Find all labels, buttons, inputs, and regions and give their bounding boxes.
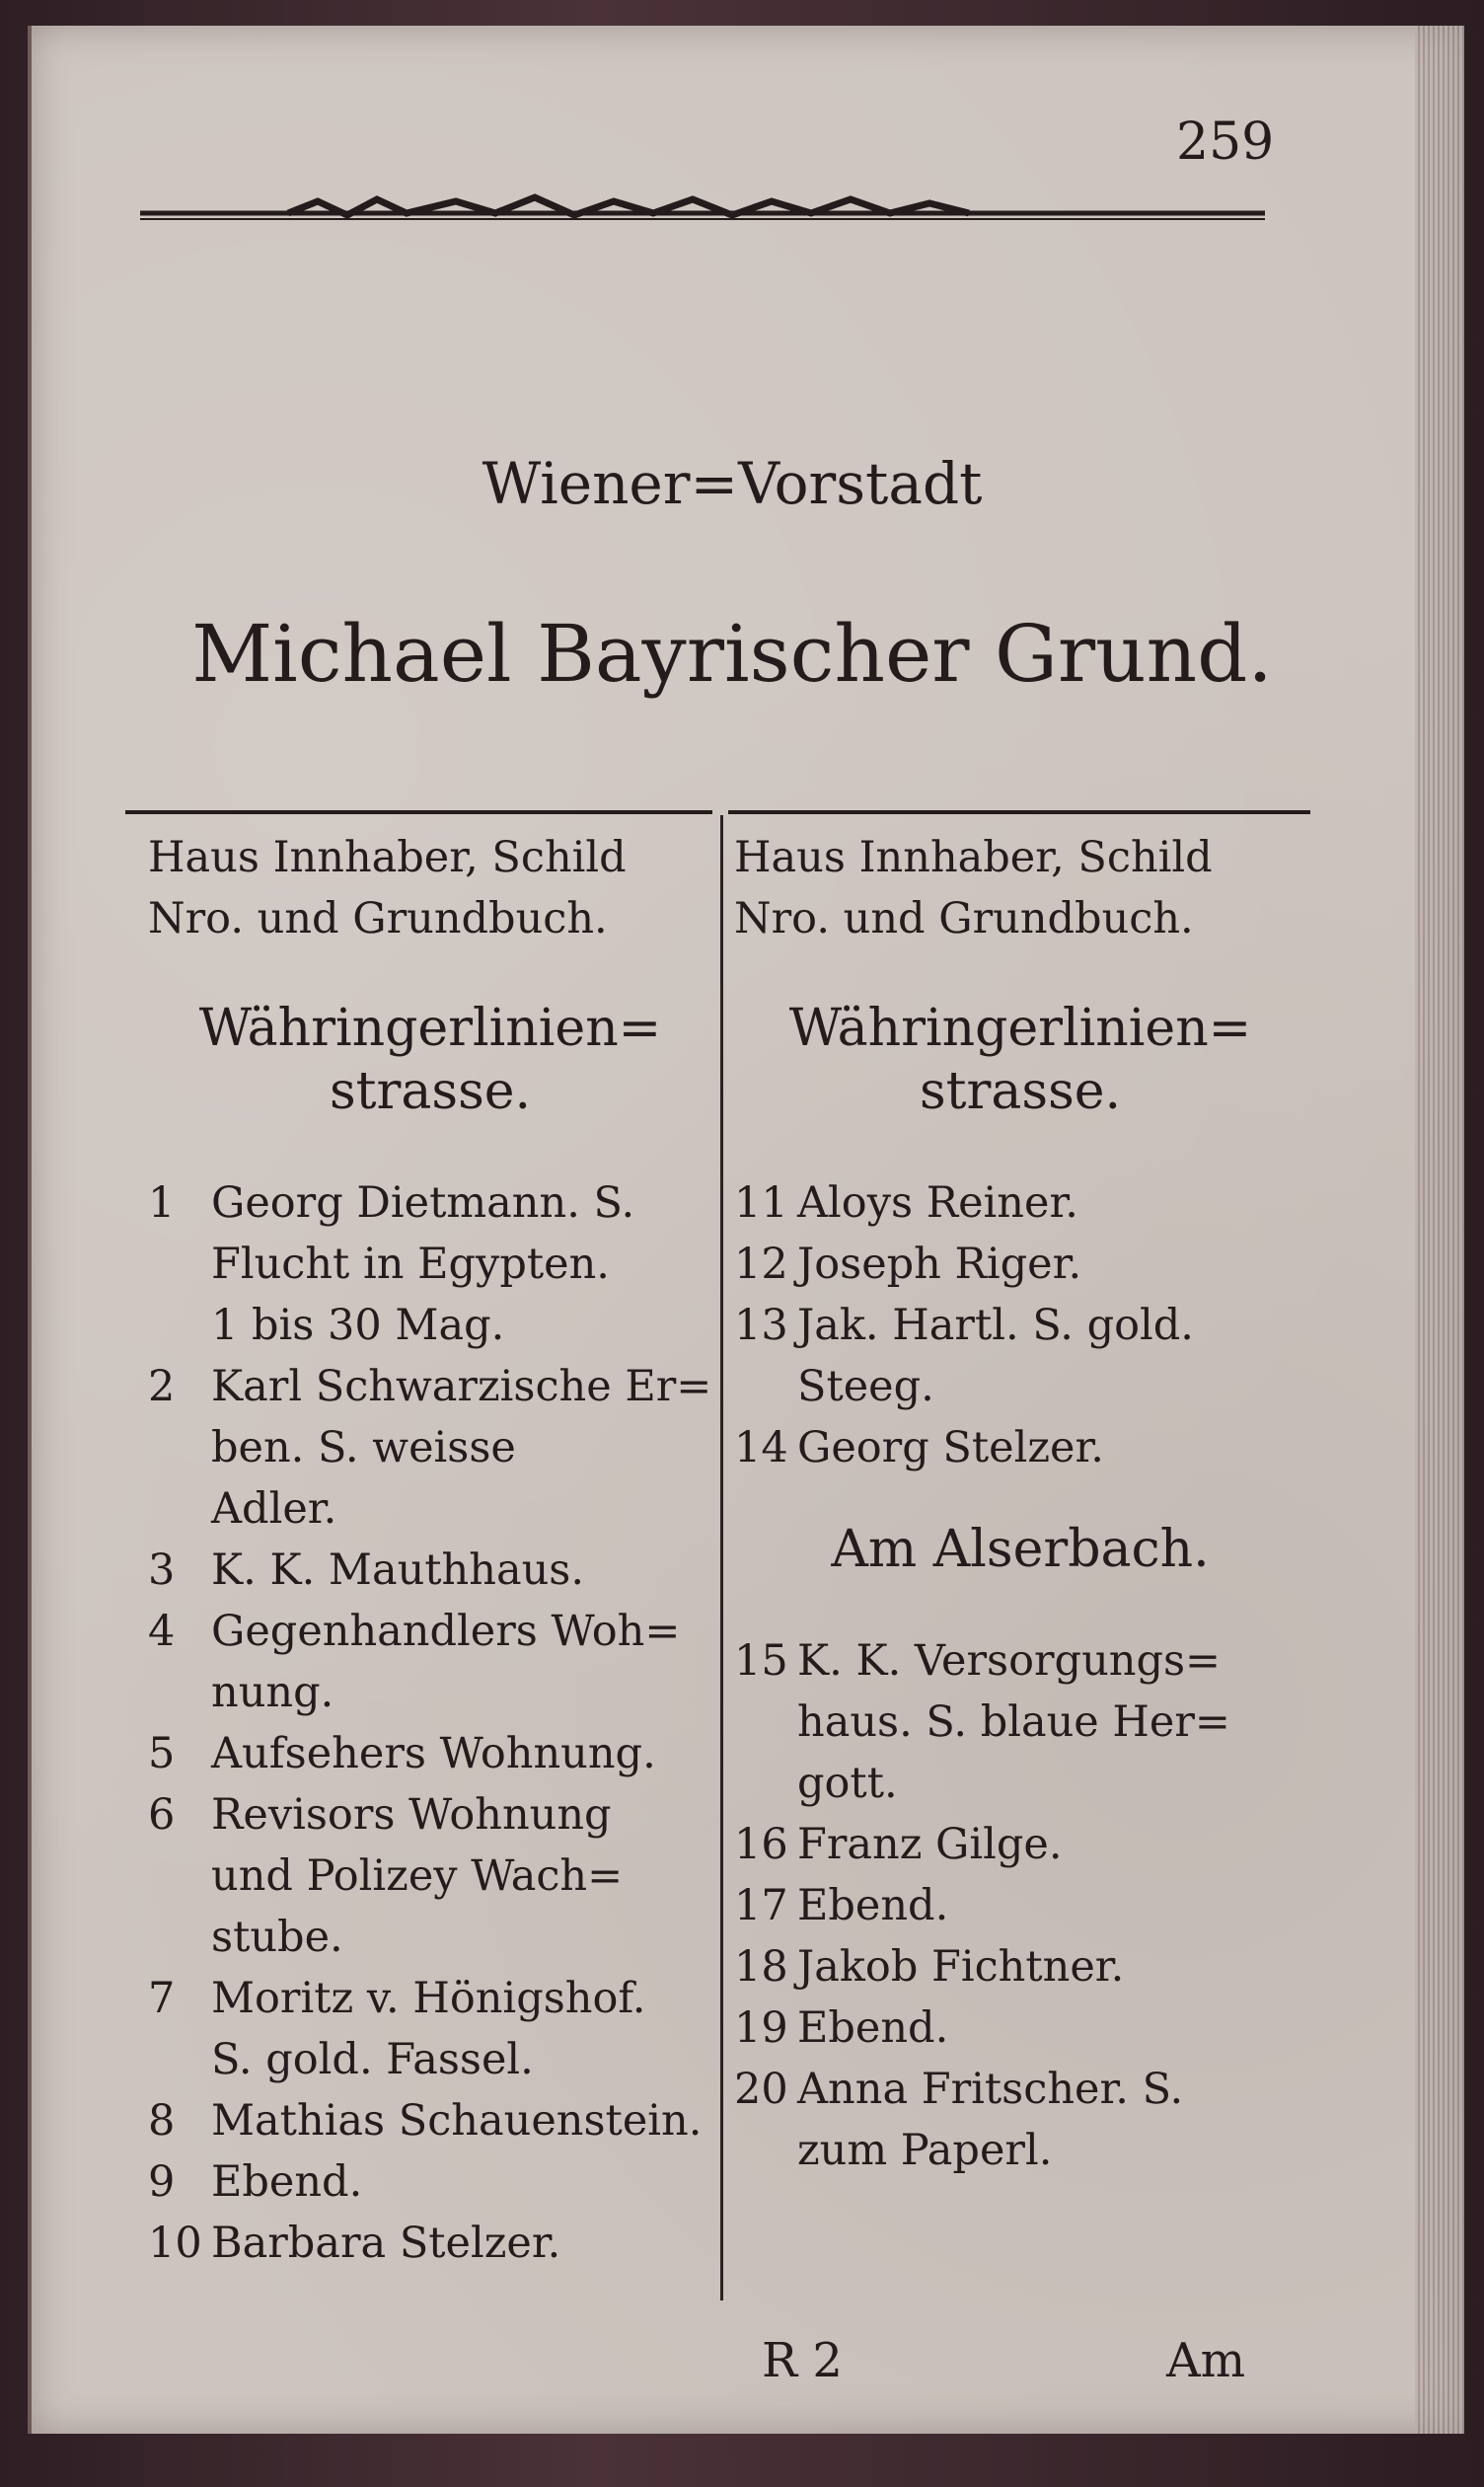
house-entry: Jakob Fichtner. bbox=[797, 1942, 1125, 1992]
list-item bbox=[148, 1968, 712, 2090]
list-item bbox=[148, 1601, 712, 1723]
house-number: 9 bbox=[148, 2157, 176, 2207]
list-item bbox=[734, 1417, 1306, 1478]
street-heading: Währingerlinien= strasse. bbox=[788, 999, 1252, 1121]
house-number: 19 bbox=[734, 2003, 788, 2053]
house-entry: Franz Gilge. bbox=[797, 1820, 1063, 1869]
list-item bbox=[734, 2059, 1306, 2181]
house-entry: Anna Fritscher. S. zum Paperl. bbox=[797, 2065, 1184, 2175]
column-header: Haus Innhaber, Schild Nro. und Grundbuch. bbox=[734, 833, 1213, 943]
street-heading: Am Alserbach. bbox=[831, 1520, 1210, 1579]
house-number: 14 bbox=[734, 1423, 788, 1472]
house-number: 20 bbox=[734, 2065, 788, 2114]
column-header: Haus Innhaber, Schild Nro. und Grundbuch. bbox=[148, 833, 627, 943]
house-entry: Ebend. bbox=[797, 2003, 949, 2053]
left-column bbox=[148, 827, 712, 2274]
house-entry: K. K. Mauthhaus. bbox=[211, 1545, 585, 1595]
house-number: 18 bbox=[734, 1942, 788, 1992]
house-entry: Barbara Stelzer. bbox=[211, 2219, 561, 2268]
catchword: Am bbox=[1166, 2333, 1246, 2388]
house-entry: Karl Schwarzische Er= ben. S. weisse Adler. bbox=[211, 1362, 712, 1534]
house-entry: K. K. Versorgungs= haus. S. blaue Her= gott. bbox=[797, 1636, 1230, 1808]
list-item bbox=[148, 1172, 712, 1356]
list-item bbox=[148, 2090, 712, 2151]
house-number: 7 bbox=[148, 1974, 176, 2023]
list-item bbox=[734, 1234, 1306, 1295]
list-item bbox=[734, 1172, 1306, 1234]
street-heading: Währingerlinien= strasse. bbox=[198, 999, 662, 1121]
house-entry: Mathias Schauenstein. bbox=[211, 2096, 703, 2146]
house-number: 8 bbox=[148, 2096, 176, 2146]
house-entry: Jak. Hartl. S. gold. Steeg. bbox=[797, 1301, 1194, 1411]
list-item bbox=[734, 1814, 1306, 1875]
list-item bbox=[734, 1997, 1306, 2059]
right-column-rule bbox=[728, 810, 1310, 814]
left-column-rule bbox=[125, 810, 712, 814]
house-number: 12 bbox=[734, 1240, 788, 1289]
house-number: 3 bbox=[148, 1545, 176, 1595]
house-entry: Joseph Riger. bbox=[797, 1240, 1082, 1289]
list-item bbox=[734, 1295, 1306, 1417]
list-item bbox=[148, 1784, 712, 1968]
list-item bbox=[148, 1723, 712, 1784]
ornamental-rule bbox=[140, 184, 1265, 243]
house-number: 15 bbox=[734, 1636, 788, 1686]
house-number: 10 bbox=[148, 2219, 202, 2268]
house-entry: Georg Stelzer. bbox=[797, 1423, 1104, 1472]
house-entry: Ebend. bbox=[797, 1881, 949, 1930]
house-number: 17 bbox=[734, 1881, 788, 1930]
house-number: 11 bbox=[734, 1178, 788, 1228]
house-entry: Georg Dietmann. S. Flucht in Egypten. 1 bis 30 Mag. bbox=[211, 1178, 635, 1350]
right-column bbox=[734, 827, 1306, 2181]
house-number: 6 bbox=[148, 1790, 176, 1840]
list-item bbox=[734, 1630, 1306, 1814]
list-item bbox=[148, 1540, 712, 1601]
list-item bbox=[148, 1356, 712, 1540]
page-number: 259 bbox=[1176, 113, 1275, 172]
house-number: 5 bbox=[148, 1729, 176, 1778]
page-edges bbox=[1415, 26, 1464, 2434]
house-number: 1 bbox=[148, 1178, 176, 1228]
list-item bbox=[734, 1875, 1306, 1936]
house-number: 4 bbox=[148, 1607, 176, 1656]
book-page bbox=[28, 26, 1464, 2434]
page-title: Michael Bayrischer Grund. bbox=[191, 608, 1273, 700]
house-entry: Ebend. bbox=[211, 2157, 363, 2207]
list-item bbox=[734, 1936, 1306, 1997]
house-entry: Aufsehers Wohnung. bbox=[211, 1729, 656, 1778]
house-entry: Gegenhandlers Woh= nung. bbox=[211, 1607, 681, 1717]
house-number: 13 bbox=[734, 1301, 788, 1350]
signature-mark: R 2 bbox=[762, 2333, 843, 2388]
list-item bbox=[148, 2151, 712, 2213]
district-heading: Wiener=Vorstadt bbox=[482, 450, 983, 517]
house-entry: Revisors Wohnung und Polizey Wach= stube. bbox=[211, 1790, 624, 1962]
house-entry: Moritz v. Hönigshof. S. gold. Fassel. bbox=[211, 1974, 646, 2084]
house-entry: Aloys Reiner. bbox=[797, 1178, 1078, 1228]
list-item bbox=[148, 2213, 712, 2274]
house-number: 2 bbox=[148, 1362, 176, 1411]
house-number: 16 bbox=[734, 1820, 788, 1869]
column-divider bbox=[720, 815, 723, 2300]
